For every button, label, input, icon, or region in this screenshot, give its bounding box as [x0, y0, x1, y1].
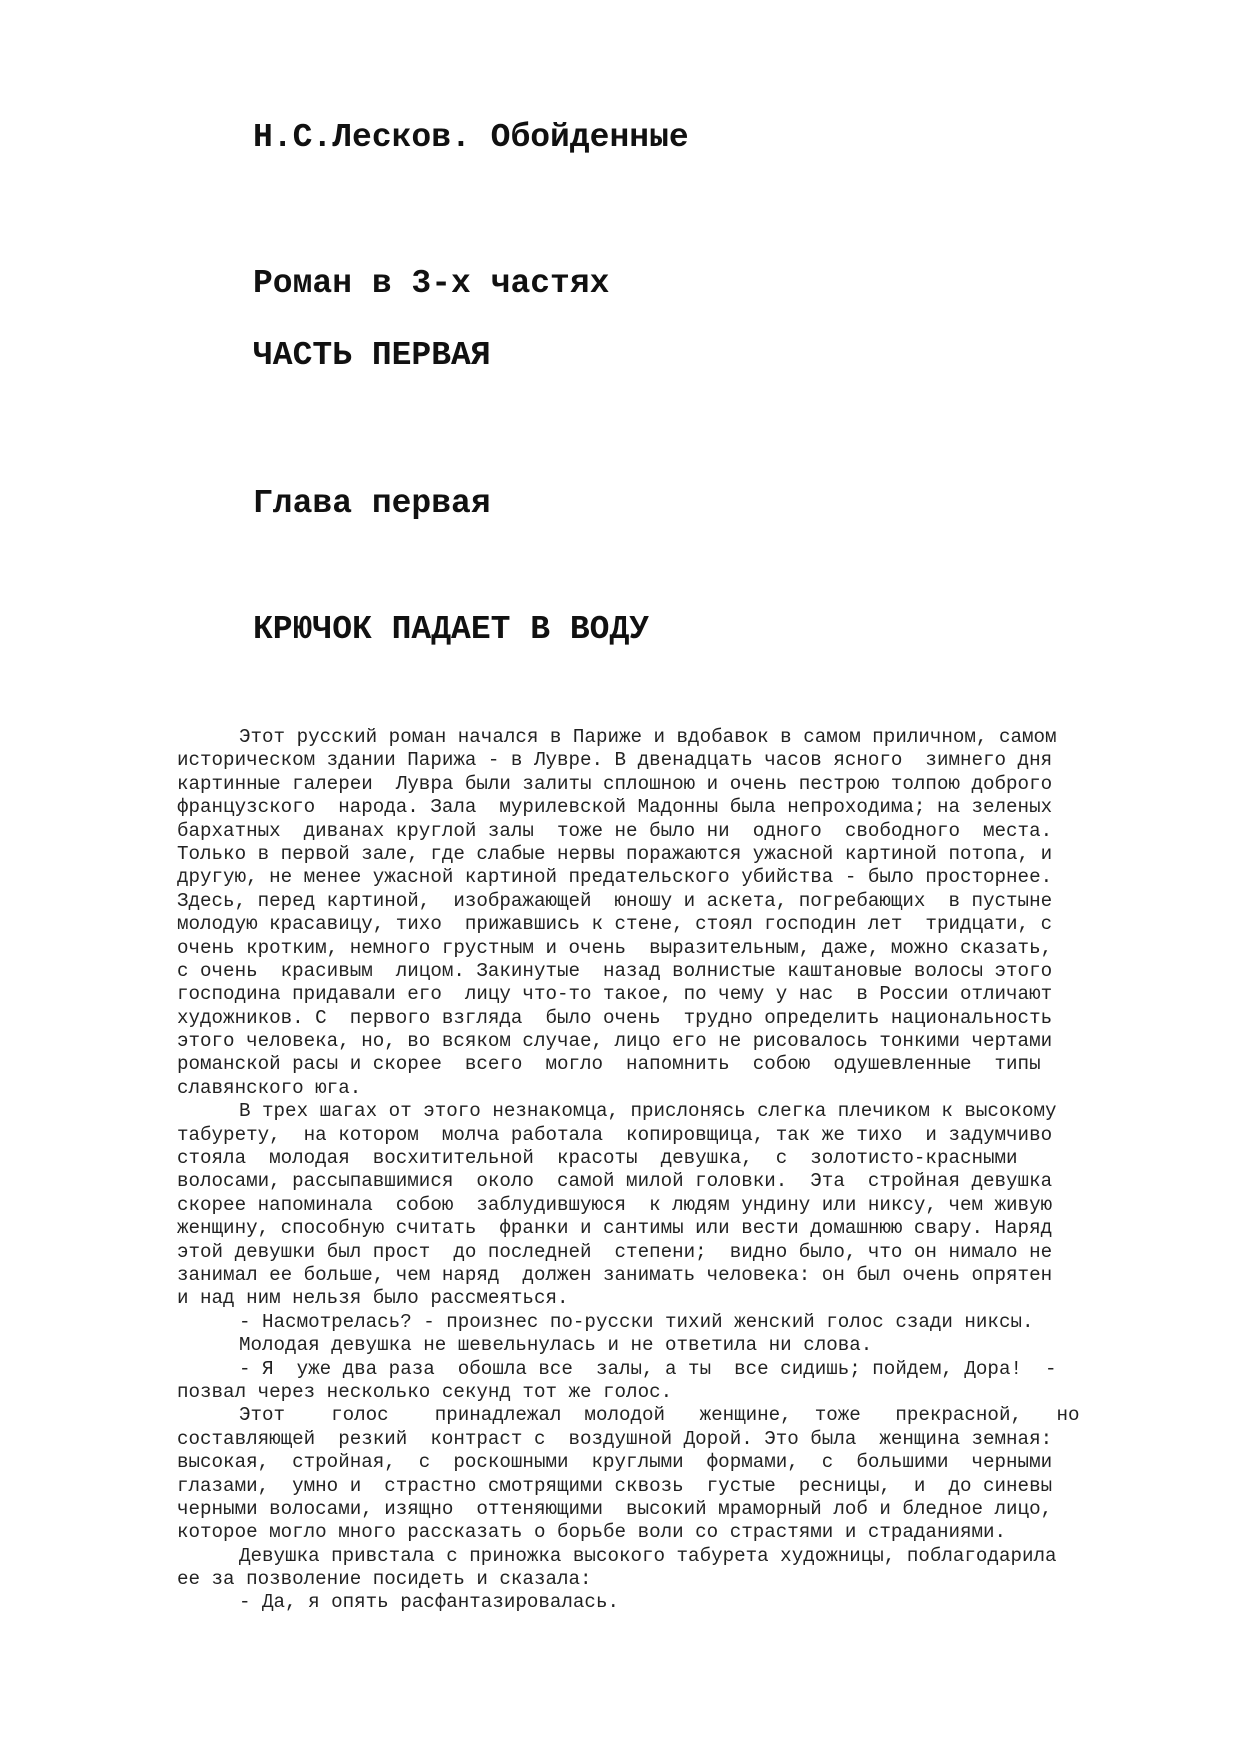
text-line: молодую красавицу, тихо прижавшись к стене, стоял господин лет тридцати, с: [177, 913, 1053, 936]
text-line: - Да, я опять расфантазировалась.: [239, 1591, 619, 1614]
text-line: другую, не менее ужасной картиной предательского убийства - было просторнее.: [177, 866, 1053, 889]
text-line: романской расы и скорее всего могло напомнить собою одушевленные типы: [177, 1053, 1041, 1076]
text-line: Только в первой зале, где слабые нервы поражаются ужасной картиной потопа, и: [177, 842, 1053, 865]
document-subtitle: Роман в 3-х частях: [253, 265, 610, 302]
chapter-heading: Глава первая: [253, 485, 491, 522]
text-line: позвал через несколько секунд тот же голос.: [177, 1380, 673, 1403]
text-line: глазами, умно и страстно смотрящими сквозь густые ресницы, и до синевы: [177, 1474, 1053, 1497]
text-line: историческом здании Парижа - в Лувре. В двенадцать часов ясного зимнего дня: [177, 749, 1053, 772]
text-line: занимал ее больше, чем наряд должен занимать человека: он был очень опрятен: [177, 1263, 1053, 1286]
text-line: этой девушки был прост до последней степени; видно было, что он нимало не: [177, 1240, 1053, 1263]
text-line: славянского юга.: [177, 1076, 362, 1099]
text-line: волосами, рассыпавшимися около самой милой головки. Эта стройная девушка: [177, 1170, 1053, 1193]
text-line: бархатных диванах круглой залы тоже не было ни одного свободного места.: [177, 819, 1053, 842]
chapter-title: КРЮЧОК ПАДАЕТ В ВОДУ: [253, 611, 650, 648]
document-title: Н.С.Лесков. Обойденные: [253, 119, 689, 156]
text-line: Здесь, перед картиной, изображающей юношу и аскета, погребающих в пустыне: [177, 889, 1053, 912]
text-line: табурету, на котором молча работала копировщица, так же тихо и задумчиво: [177, 1123, 1053, 1146]
text-line: господина придавали его лицу что-то такое, по чему у нас в России отличают: [177, 983, 1053, 1006]
text-line: французского народа. Зала мурилевской Мадонны была непроходима; на зеленых: [177, 796, 1053, 819]
text-line: Этот голос принадлежал молодой женщине, тоже прекрасной, но: [239, 1404, 1080, 1427]
text-line: Этот русский роман начался в Париже и вдобавок в самом приличном, самом: [239, 726, 1057, 748]
text-line: картинные галереи Лувра были залиты сплошною и очень пестрою толпою доброго: [177, 772, 1053, 795]
text-line: - Я уже два раза обошла все залы, а ты все сидишь; пойдем, Дора! -: [239, 1357, 1057, 1380]
text-line: высокая, стройная, с роскошными круглыми формами, с большими черными: [177, 1451, 1053, 1474]
text-line: черными волосами, изящно оттеняющими высокий мраморный лоб и бледное лицо,: [177, 1497, 1053, 1520]
text-line: - Насмотрелась? - произнес по-русски тихий женский голос сзади никсы.: [239, 1310, 1034, 1333]
text-line: и над ним нельзя было рассмеяться.: [177, 1287, 569, 1310]
text-line: художников. С первого взгляда было очень трудно определить национальность: [177, 1006, 1053, 1029]
text-line: женщину, способную считать франки и сантимы или вести домашнюю свару. Наряд: [177, 1217, 1053, 1240]
text-line: Молодая девушка не шевельнулась и не ответила ни слова.: [239, 1334, 873, 1357]
text-line: скорее напоминала собою заблудившуюся к людям ундину или никсу, чем живую: [177, 1193, 1053, 1216]
text-line: В трех шагах от этого незнакомца, прислонясь слегка плечиком к высокому: [239, 1100, 1057, 1123]
text-line: которое могло много рассказать о борьбе воли со страстями и страданиями.: [177, 1521, 1007, 1544]
text-line: стояла молодая восхитительной красоты девушка, с золотисто-красными: [177, 1147, 1018, 1170]
text-line: составляющей резкий контраст с воздушной Дорой. Это была женщина земная:: [177, 1427, 1053, 1450]
text-line: Девушка привстала с приножка высокого табурета художницы, поблагодарила: [239, 1544, 1057, 1567]
text-line: с очень красивым лицом. Закинутые назад волнистые каштановые волосы этого: [177, 959, 1053, 982]
text-line: ее за позволение посидеть и сказала:: [177, 1568, 592, 1591]
text-line: этого человека, но, во всяком случае, лицо его не рисовалось тонкими чертами: [177, 1030, 1053, 1053]
text-line: очень кротким, немного грустным и очень выразительным, даже, можно сказать,: [177, 936, 1053, 959]
part-heading: ЧАСТЬ ПЕРВАЯ: [253, 337, 491, 374]
body-text: [177, 726, 1177, 1615]
